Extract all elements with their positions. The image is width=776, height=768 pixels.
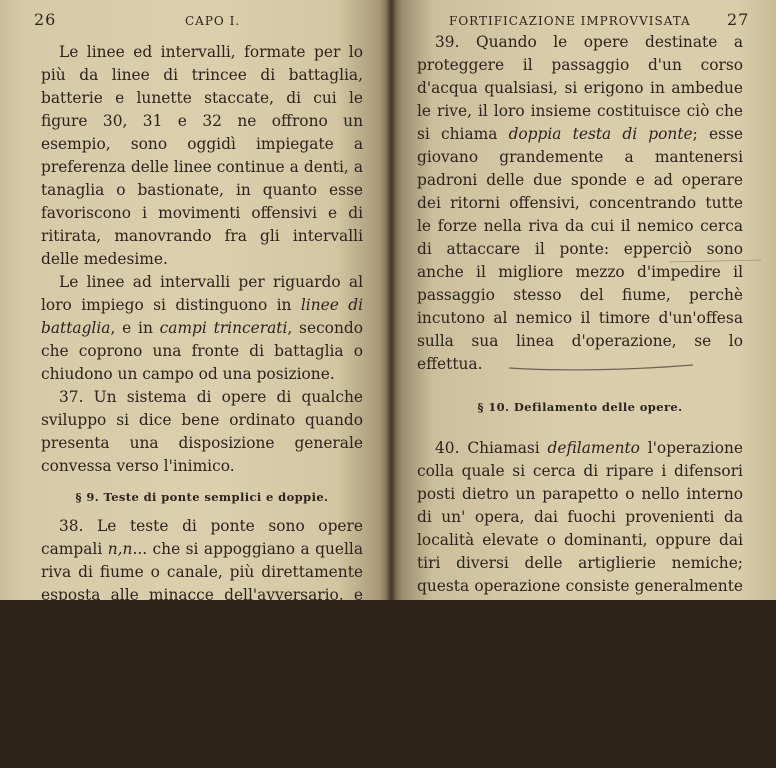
paragraph-interval-lines-use: Le linee ad intervalli per riguardo al loro impiego si distinguono in linee di battaglia, e in campi trincerati, secondo che coprono una fronte di battaglia o chiudono un campo od una posizione. [41,273,363,383]
paragraph-39: 39. Quando le opere destinate a proteggere il passaggio d'un corso d'acqua qualsiasi, si erigono in ambedue le rive, il loro insieme costituisce ciò che si chiama doppia testa di ponte; esse giovano grandemente a mantenersi padroni delle due sponde e ad operare dei ritorni offensivi, concentrando tutte le forze nella riva da cui il nemico cerca di attaccare il ponte: epperciò sono anche il migliore mezzo d'impedire il passaggio stesso del fiume, perchè incutono al nemico il timore d'un'offesa sulla sua linea d'operazione, se lo effettua. [417,33,744,373]
left-page-number: 26 [34,10,57,29]
paragraph-lines-intervals: Le linee ed intervalli, formate per lo più da linee di trincee di battaglia, batterie e lunette staccate, di cui le figure 30, 31 e 32 ne offrono un esempio, sono oggidì impiegate a preferenza delle linee continue a denti, a tanaglia o bastionate, in quanto esse favoriscono i movimenti offensivi e di ritirata, manovrando fra gli intervalli delle medesime. [41,43,363,268]
paragraph-38: 38. Le teste di ponte sono opere campali n,n... che si appoggiano a quella riva di fiume o canale, più direttamente esposta alle minacce dell'avversario, e sono situate davanti ai ponti di cui vuolsi proteggere il passaggio; si collocano generalmente nei rientranti dei corsi d'acqua per poter mandare, dalle batterie b, b... della riva opposta, dei fuochi incrociati d' artiglieria avanti di esse (fig. 33 e 35). [41,517,364,765]
paragraph-40: 40. Chiamasi defilamento l'operazione colla quale si cerca di ripare i difensori posti dietro un parapetto o nello interno di un' opera, dai fuochi provenienti da località elevate o dominanti, oppure dai tiri diversi delle artiglierie nemiche; questa operazione consiste generalmente nella costruzione di traverse di terra, di parapetti scaglionati, di blinde di terra e legname od altri simili ripari che valgono a coprire i difensori dagli uni e dagli altri. [417,439,744,710]
left-running-head: CAPO I. [185,14,241,28]
section-heading-10: § 10. Defilamento delle opere. [477,400,683,414]
section-heading-9: § 9. Teste di ponte semplici e doppie. [75,490,329,504]
paragraph-37: 37. Un sistema di opere di qualche sviluppo si dice bene ordinato quando presenta una disposizione generale convessa verso l'inimico. [41,388,363,475]
right-page-number: 27 [727,10,750,29]
right-page-body [417,31,743,759]
right-page [391,0,776,756]
underlined-phrase: ripare i difensori posti [417,462,743,503]
book-gutter [386,0,396,600]
paragraph-continuation: Nella fortificazione campale improvvisata, si [417,715,743,756]
left-page-body [41,41,363,768]
right-running-head: FORTIFICAZIONE IMPROVVISATA [449,14,691,28]
